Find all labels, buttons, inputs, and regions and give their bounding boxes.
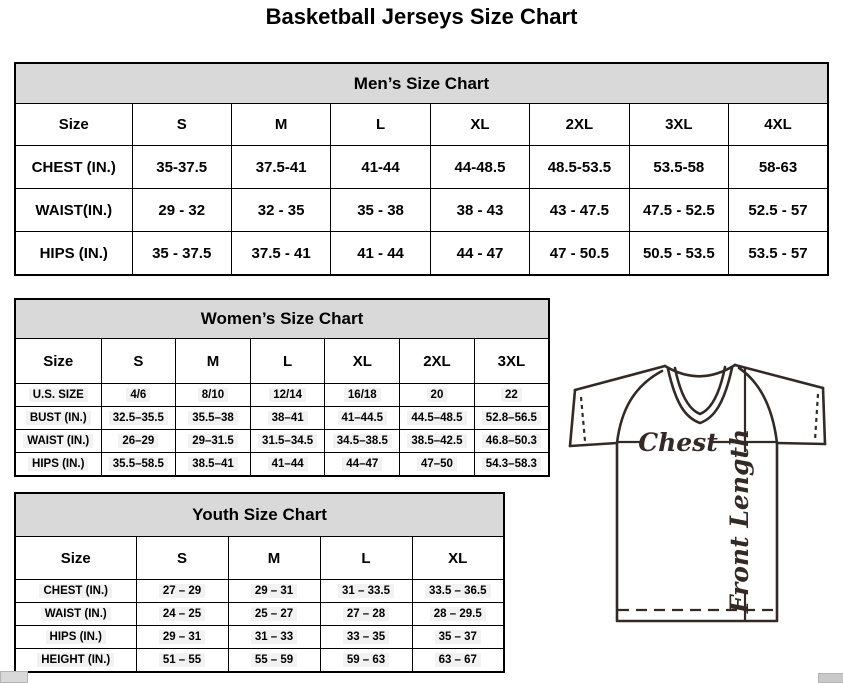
cell-value: 50.5 - 53.5 xyxy=(629,232,728,276)
youth-size-table xyxy=(14,492,505,671)
cell-value: 32 - 35 xyxy=(231,189,330,232)
row-label: CHEST (IN.) xyxy=(15,580,136,603)
cell-value: 29 – 31 xyxy=(228,580,320,603)
row-label: HIPS (IN.) xyxy=(15,453,101,477)
table-row xyxy=(15,384,549,407)
cell-value: 43 - 47.5 xyxy=(530,189,629,232)
cell-value: 35 – 37 xyxy=(412,626,504,649)
row-label: WAIST(IN.) xyxy=(15,189,132,232)
column-header: S xyxy=(136,537,228,580)
cell-value: 51 – 55 xyxy=(136,649,228,673)
cell-value: 25 – 27 xyxy=(228,603,320,626)
cell-value: 35-37.5 xyxy=(132,146,231,189)
table-row xyxy=(15,430,549,453)
row-label: WAIST (IN.) xyxy=(15,430,101,453)
cell-value: 8/10 xyxy=(176,384,251,407)
front-length-label: Front Length xyxy=(725,428,754,614)
column-header: XL xyxy=(325,339,400,384)
cell-value: 27 – 28 xyxy=(320,603,412,626)
table-row xyxy=(15,407,549,430)
column-header: 4XL xyxy=(729,104,828,146)
cell-value: 35.5–58.5 xyxy=(101,453,176,477)
column-header: S xyxy=(132,104,231,146)
column-header: 3XL xyxy=(629,104,728,146)
cell-value: 37.5 - 41 xyxy=(231,232,330,276)
cell-value: 29 – 31 xyxy=(136,626,228,649)
column-header: 2XL xyxy=(400,339,475,384)
table-row xyxy=(15,453,549,477)
table-title: Men’s Size Chart xyxy=(15,63,828,104)
table-title: Women’s Size Chart xyxy=(15,299,549,339)
cell-value: 29–31.5 xyxy=(176,430,251,453)
bottom-left-fragment xyxy=(0,671,28,683)
cell-value: 48.5-53.5 xyxy=(530,146,629,189)
column-header: L xyxy=(331,104,430,146)
cell-value: 35.5–38 xyxy=(176,407,251,430)
page-title: Basketball Jerseys Size Chart xyxy=(265,4,578,29)
cell-value: 41-44 xyxy=(331,146,430,189)
cell-value: 59 – 63 xyxy=(320,649,412,673)
column-header: M xyxy=(231,104,330,146)
column-header: M xyxy=(176,339,251,384)
cell-value: 38.5–42.5 xyxy=(400,430,475,453)
row-label: U.S. SIZE xyxy=(15,384,101,407)
row-label: HEIGHT (IN.) xyxy=(15,649,136,673)
cell-value: 52.5 - 57 xyxy=(729,189,828,232)
row-label: WAIST (IN.) xyxy=(15,603,136,626)
cell-value: 37.5-41 xyxy=(231,146,330,189)
cell-value: 31.5–34.5 xyxy=(250,430,325,453)
mens-size-table xyxy=(14,62,829,276)
cell-value: 4/6 xyxy=(101,384,176,407)
column-header: L xyxy=(320,537,412,580)
cell-value: 54.3–58.3 xyxy=(474,453,549,477)
cell-value: 38.5–41 xyxy=(176,453,251,477)
cell-value: 27 – 29 xyxy=(136,580,228,603)
cell-value: 33 – 35 xyxy=(320,626,412,649)
table-row xyxy=(15,580,504,603)
cell-value: 38–41 xyxy=(250,407,325,430)
cell-value: 53.5 - 57 xyxy=(729,232,828,276)
size-table xyxy=(14,298,550,477)
cell-value: 35 - 37.5 xyxy=(132,232,231,276)
row-label: CHEST (IN.) xyxy=(15,146,132,189)
bottom-right-fragment xyxy=(818,673,843,683)
cell-value: 31 – 33.5 xyxy=(320,580,412,603)
size-table xyxy=(14,492,505,673)
chest-label: Chest xyxy=(638,428,718,457)
column-header: Size xyxy=(15,104,132,146)
column-header: 3XL xyxy=(474,339,549,384)
column-header: 2XL xyxy=(530,104,629,146)
table-title: Youth Size Chart xyxy=(15,493,504,537)
column-header: Size xyxy=(15,339,101,384)
cell-value: 41 - 44 xyxy=(331,232,430,276)
cell-value: 44-48.5 xyxy=(430,146,529,189)
cell-value: 20 xyxy=(400,384,475,407)
column-header: XL xyxy=(412,537,504,580)
cell-value: 44–47 xyxy=(325,453,400,477)
cell-value: 53.5-58 xyxy=(629,146,728,189)
cell-value: 35 - 38 xyxy=(331,189,430,232)
row-label: BUST (IN.) xyxy=(15,407,101,430)
column-header: M xyxy=(228,537,320,580)
column-header: L xyxy=(250,339,325,384)
cell-value: 29 - 32 xyxy=(132,189,231,232)
table-row xyxy=(15,146,828,189)
cell-value: 47.5 - 52.5 xyxy=(629,189,728,232)
womens-size-table xyxy=(14,298,550,475)
table-row xyxy=(15,649,504,673)
column-header: S xyxy=(101,339,176,384)
cell-value: 33.5 – 36.5 xyxy=(412,580,504,603)
cell-value: 22 xyxy=(474,384,549,407)
table-row xyxy=(15,626,504,649)
cell-value: 31 – 33 xyxy=(228,626,320,649)
cell-value: 63 – 67 xyxy=(412,649,504,673)
cell-value: 16/18 xyxy=(325,384,400,407)
cell-value: 38 - 43 xyxy=(430,189,529,232)
cell-value: 47 - 50.5 xyxy=(530,232,629,276)
jersey-outline-icon xyxy=(558,360,838,628)
cell-value: 41–44.5 xyxy=(325,407,400,430)
row-label: HIPS (IN.) xyxy=(15,626,136,649)
row-label: HIPS (IN.) xyxy=(15,232,132,276)
table-row xyxy=(15,189,828,232)
cell-value: 34.5–38.5 xyxy=(325,430,400,453)
table-row xyxy=(15,603,504,626)
cell-value: 32.5–35.5 xyxy=(101,407,176,430)
cell-value: 46.8–50.3 xyxy=(474,430,549,453)
cell-value: 41–44 xyxy=(250,453,325,477)
size-table xyxy=(14,62,829,276)
cell-value: 12/14 xyxy=(250,384,325,407)
cell-value: 24 – 25 xyxy=(136,603,228,626)
cell-value: 58-63 xyxy=(729,146,828,189)
cell-value: 44 - 47 xyxy=(430,232,529,276)
cell-value: 44.5–48.5 xyxy=(400,407,475,430)
cell-value: 52.8–56.5 xyxy=(474,407,549,430)
cell-value: 26–29 xyxy=(101,430,176,453)
column-header: XL xyxy=(430,104,529,146)
jersey-measurement-diagram xyxy=(558,360,838,628)
cell-value: 47–50 xyxy=(400,453,475,477)
cell-value: 28 – 29.5 xyxy=(412,603,504,626)
column-header: Size xyxy=(15,537,136,580)
cell-value: 55 – 59 xyxy=(228,649,320,673)
table-row xyxy=(15,232,828,276)
